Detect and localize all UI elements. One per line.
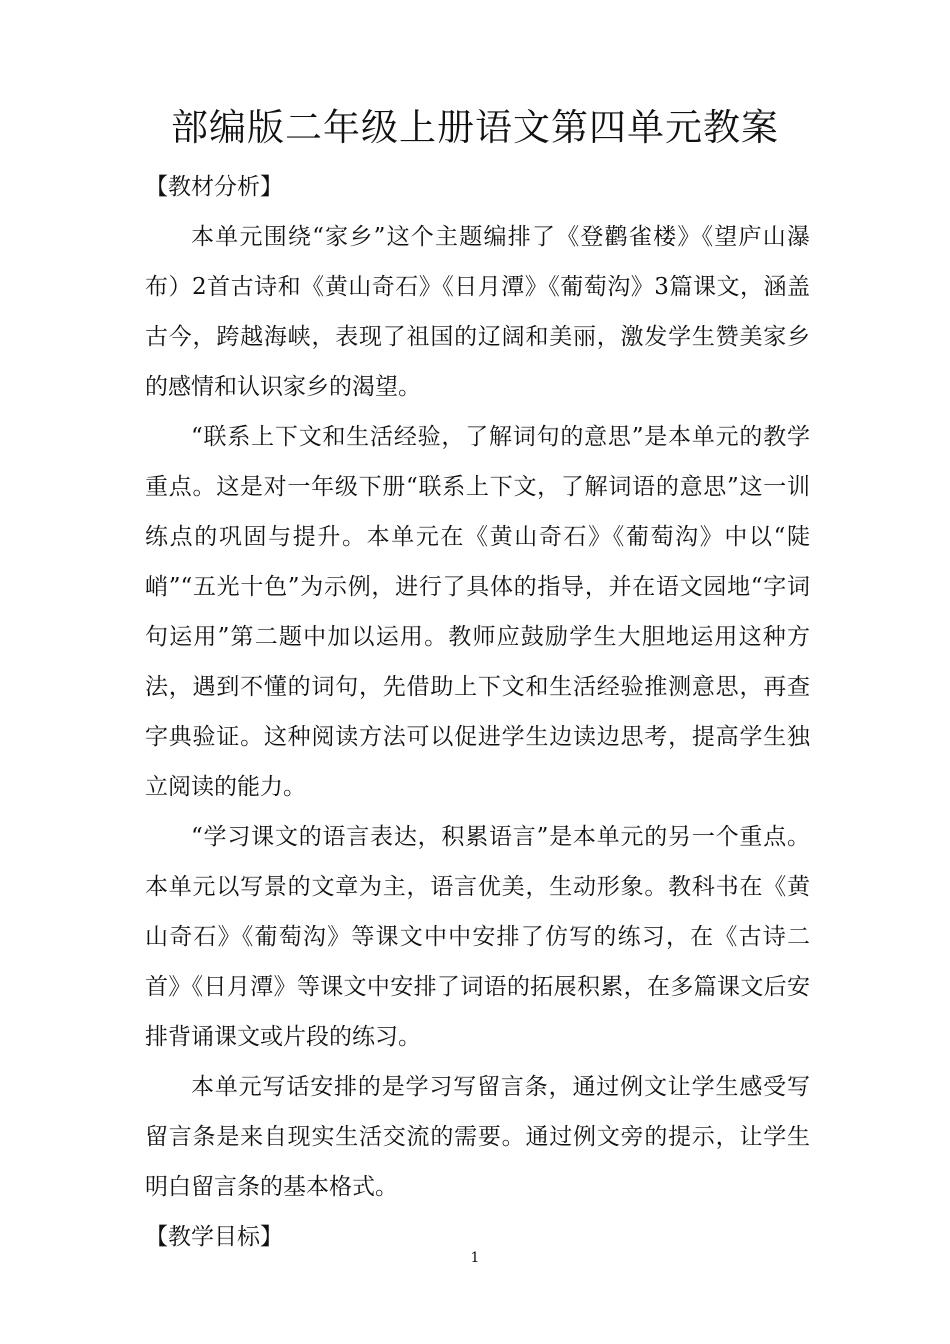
paragraph-language-focus: “学习课文的语言表达，积累语言”是本单元的另一个重点。本单元以写景的文章为主，语言优美，生动形象。教科书在《黄山奇石》《葡萄沟》等课文中中安排了仿写的练习，在《古诗二首》《日月潭》等课文中安排了词语的拓展积累，在多篇课文后安排背诵课文或片段的练习。: [145, 824, 810, 1050]
document-title: 部编版二年级上册语文第四单元教案: [171, 106, 779, 149]
paragraph-unit-overview: 本单元围绕“家乡”这个主题编排了《登鹳雀楼》《望庐山瀑布）2首古诗和《黄山奇石》《日月潭》《葡萄沟》3篇课文，涵盖古今，跨越海峡，表现了祖国的辽阔和美丽，激发学生赞美家乡的感情和认识家乡的渴望。: [145, 224, 810, 400]
page-number: 1: [470, 1250, 480, 1266]
section-heading-analysis: 【教材分析】: [145, 174, 283, 200]
document-body: [145, 162, 810, 1262]
section-heading-goals: 【教学目标】: [145, 1224, 283, 1250]
paragraph-teaching-focus: “联系上下文和生活经验，了解词句的意思”是本单元的教学重点。这是对一年级下册“联系上下文，了解词语的意思”这一训练点的巩固与提升。本单元在《黄山奇石》《葡萄沟》中以“陡峭”“五光十色”为示例，进行了具体的指导，并在语文园地“字词句运用”第二题中加以运用。教师应鼓励学生大胆地运用这种方法，遇到不懂的词句，先借助上下文和生活经验推测意思，再查字典验证。这种阅读方法可以促进学生边读边思考，提高学生独立阅读的能力。: [145, 424, 810, 800]
paragraph-writing-task: 本单元写话安排的是学习写留言条，通过例文让学生感受写留言条是来自现实生活交流的需要。通过例文旁的提示，让学生明白留言条的基本格式。: [145, 1074, 810, 1200]
